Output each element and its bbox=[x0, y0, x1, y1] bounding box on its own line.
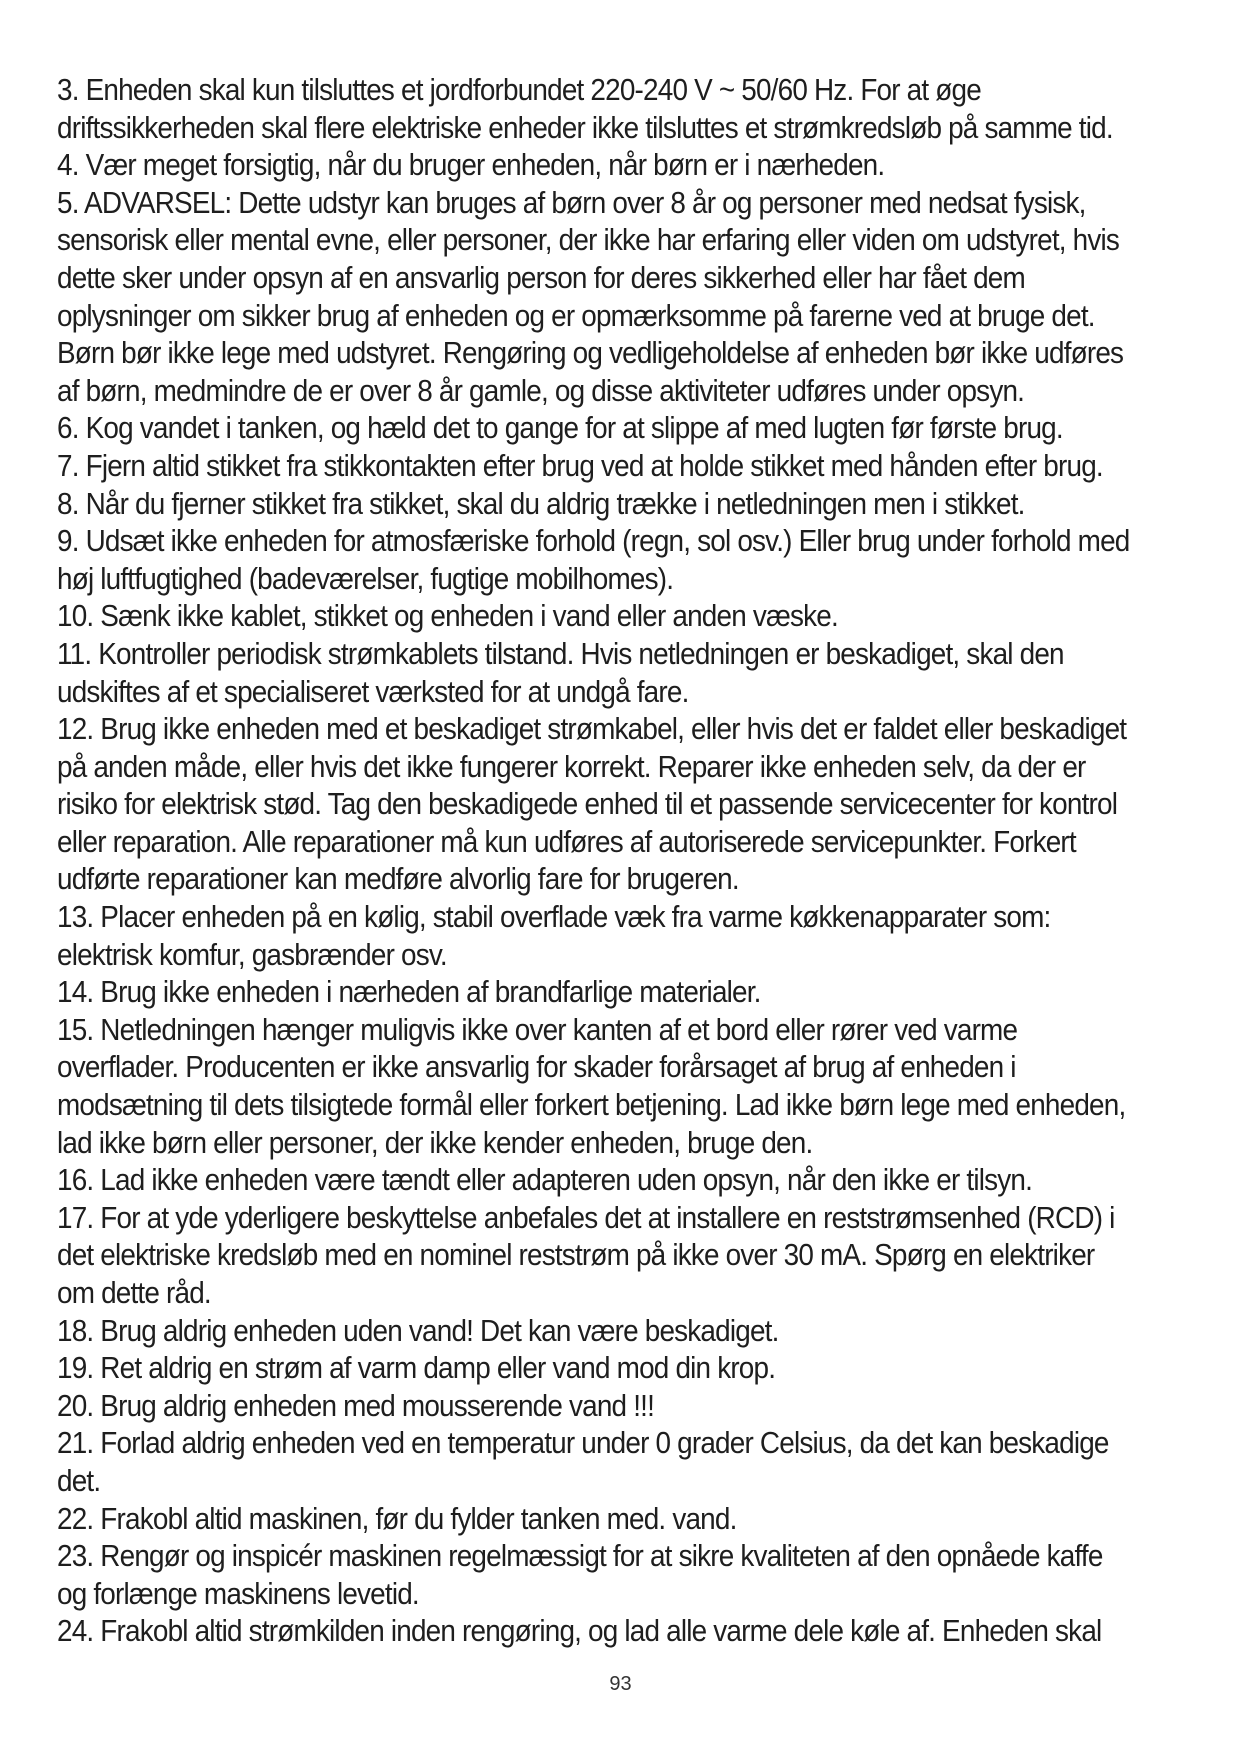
text-line: 5. ADVARSEL: Dette udstyr kan bruges af børn over 8 år og personer med nedsat fysisk, bbox=[57, 184, 1086, 220]
text-line: risiko for elektrisk stød. Tag den beskadigede enhed til et passende servicecenter for kontrol bbox=[57, 786, 1118, 822]
text-line: 6. Kog vandet i tanken, og hæld det to gange for at slippe af med lugten før første brug. bbox=[57, 410, 1063, 446]
text-line: overflader. Producenten er ikke ansvarlig for skader forårsaget af brug af enheden i bbox=[57, 1049, 1016, 1085]
text-line: 13. Placer enheden på en kølig, stabil overflade væk fra varme køkkenapparater som: bbox=[57, 899, 1051, 935]
text-line: 11. Kontroller periodisk strømkablets tilstand. Hvis netledningen er beskadiget, skal den bbox=[57, 635, 1064, 671]
text-line: 14. Brug ikke enheden i nærheden af brandfarlige materialer. bbox=[57, 974, 761, 1010]
text-line: på anden måde, eller hvis det ikke fungerer korrekt. Reparer ikke enheden selv, da der er bbox=[57, 748, 1086, 784]
text-line: modsætning til dets tilsigtede formål eller forkert betjening. Lad ikke børn lege med enheden, bbox=[57, 1087, 1126, 1123]
text-line: af børn, medmindre de er over 8 år gamle, og disse aktiviteter udføres under opsyn. bbox=[57, 372, 1025, 408]
page-number: 93 bbox=[609, 1673, 632, 1695]
text-line: 18. Brug aldrig enheden uden vand! Det kan være beskadiget. bbox=[57, 1312, 779, 1348]
text-line: 4. Vær meget forsigtig, når du bruger enheden, når børn er i nærheden. bbox=[57, 147, 885, 183]
text-line: 3. Enheden skal kun tilsluttes et jordforbundet 220-240 V ~ 50/60 Hz. For at øge bbox=[57, 72, 981, 107]
text-line: om dette råd. bbox=[57, 1275, 211, 1310]
text-line: 12. Brug ikke enheden med et beskadiget strømkabel, eller hvis det er faldet eller beskadiget bbox=[57, 711, 1127, 747]
text-line: 22. Frakobl altid maskinen, før du fylder tanken med. vand. bbox=[57, 1500, 737, 1536]
instructions-text bbox=[57, 71, 1192, 1650]
text-line: sensorisk eller mental evne, eller personer, der ikke har erfaring eller viden om udstyret, hvis bbox=[57, 222, 1120, 258]
text-line: 24. Frakobl altid strømkilden inden rengøring, og lad alle varme dele køle af. Enheden skal bbox=[57, 1613, 1102, 1649]
text-line: udførte reparationer kan medføre alvorlig fare for brugeren. bbox=[57, 861, 739, 897]
text-line: driftssikkerheden skal flere elektriske enheder ikke tilsluttes et strømkredsløb på samme tid. bbox=[57, 109, 1113, 145]
text-line: 17. For at yde yderligere beskyttelse anbefales det at installere en reststrømsenhed (RCD) i bbox=[57, 1199, 1115, 1235]
text-line: 7. Fjern altid stikket fra stikkontakten efter brug ved at holde stikket med hånden efter brug. bbox=[57, 447, 1103, 483]
text-line: lad ikke børn eller personer, der ikke kender enheden, bruge den. bbox=[57, 1124, 813, 1160]
text-line: Børn bør ikke lege med udstyret. Rengøring og vedligeholdelse af enheden bør ikke udføres bbox=[57, 335, 1124, 371]
text-line: 10. Sænk ikke kablet, stikket og enheden i vand eller anden væske. bbox=[57, 598, 838, 634]
text-line: 16. Lad ikke enheden være tændt eller adapteren uden opsyn, når den ikke er tilsyn. bbox=[57, 1162, 1033, 1198]
text-line: 8. Når du fjerner stikket fra stikket, skal du aldrig trække i netledningen men i stikket. bbox=[57, 485, 1025, 521]
text-line: og forlænge maskinens levetid. bbox=[57, 1575, 419, 1611]
text-line: 20. Brug aldrig enheden med mousserende vand !!! bbox=[57, 1387, 655, 1423]
text-line: 9. Udsæt ikke enheden for atmosfæriske forhold (regn, sol osv.) Eller brug under forhold med bbox=[57, 523, 1130, 559]
text-line: det. bbox=[57, 1462, 101, 1498]
text-line: oplysninger om sikker brug af enheden og er opmærksomme på farerne ved at bruge det. bbox=[57, 297, 1095, 333]
text-line: 21. Forlad aldrig enheden ved en temperatur under 0 grader Celsius, da det kan beskadige bbox=[57, 1425, 1109, 1461]
text-line: høj luftfugtighed (badeværelser, fugtige mobilhomes). bbox=[57, 560, 674, 596]
text-line: 15. Netledningen hænger muligvis ikke over kanten af et bord eller rører ved varme bbox=[57, 1011, 1018, 1047]
text-line: udskiftes af et specialiseret værksted for at undgå fare. bbox=[57, 673, 689, 709]
text-line: det elektriske kredsløb med en nominel reststrøm på ikke over 30 mA. Spørg en elektriker bbox=[57, 1237, 1095, 1273]
text-line: elektrisk komfur, gasbrænder osv. bbox=[57, 936, 447, 972]
text-line: 23. Rengør og inspicér maskinen regelmæssigt for at sikre kvaliteten af den opnåede kaffe bbox=[57, 1538, 1103, 1574]
text-line: dette sker under opsyn af en ansvarlig person for deres sikkerhed eller har fået dem bbox=[57, 259, 1025, 295]
text-line: eller reparation. Alle reparationer må kun udføres af autoriserede servicepunkter. Forkert bbox=[57, 823, 1076, 859]
text-line: 19. Ret aldrig en strøm af varm damp eller vand mod din krop. bbox=[57, 1350, 776, 1386]
